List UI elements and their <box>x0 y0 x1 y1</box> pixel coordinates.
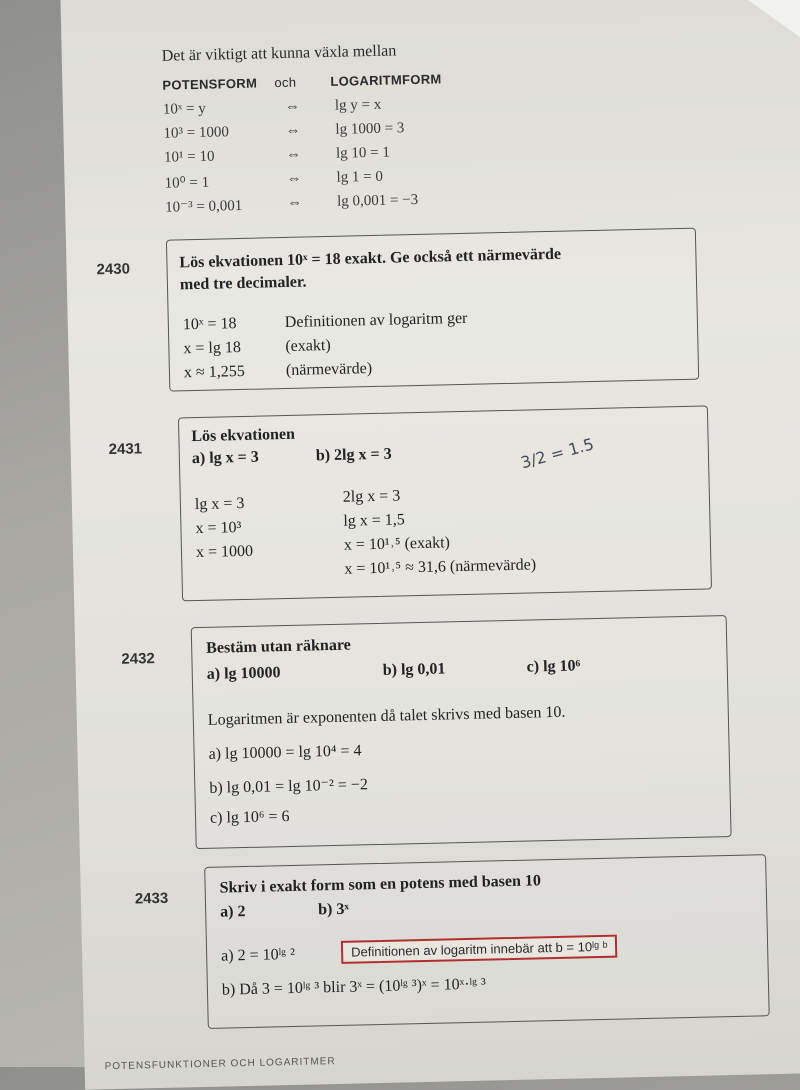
solution-b-line: 2lg x = 3 <box>342 487 401 506</box>
problem-number-2430: 2430 <box>96 260 131 279</box>
solution-b-line: x = 10¹˒⁵ ≈ 31,6 (närmevärde) <box>344 556 537 578</box>
solution-eq: 10ˣ = 18 <box>182 315 237 334</box>
equivalence-arrow: ⇔ <box>284 98 301 115</box>
problem-number-2432: 2432 <box>121 650 155 668</box>
answer-line: c) lg 10⁶ = 6 <box>209 808 290 827</box>
table-row-left: 10⁰ = 1 <box>164 174 210 192</box>
question-2430-line2: med tre decimaler. <box>179 273 307 294</box>
problem-box-2432 <box>191 615 732 849</box>
problem-box-2431 <box>178 405 712 601</box>
problem-box-2430 <box>166 228 699 392</box>
part-b-2431: b) 2lg x = 3 <box>315 445 392 465</box>
textbook-page <box>60 0 800 1090</box>
answer-a-2433: a) 2 = 10ˡᵍ ² <box>220 945 296 965</box>
table-row-left: 10¹ = 10 <box>163 148 215 166</box>
part-a-2433: a) 2 <box>219 903 246 921</box>
definition-box: Definitionen av logaritm innebär att b = 10ˡᵍ ᵇ <box>341 935 618 964</box>
solution-a-line: x = 1000 <box>195 542 254 562</box>
question-2432: Bestäm utan räknare <box>206 636 351 657</box>
solution-b-line: x = 10¹˒⁵ (exakt) <box>343 534 451 554</box>
part-c-2432: c) lg 10⁶ <box>526 657 581 676</box>
intro-text: Det är viktigt att kunna växla mellan <box>161 42 397 65</box>
handwritten-note: 3/2 = 1.5 <box>518 434 596 473</box>
question-2433: Skriv i exakt form som en potens med basen 10 <box>219 872 542 897</box>
table-row-right: lg y = x <box>334 96 382 114</box>
part-b-2432: b) lg 0,01 <box>382 660 446 679</box>
page-corner <box>700 0 800 55</box>
solution-b-line: lg x = 1,5 <box>343 511 405 530</box>
question-2431: Lös ekvationen <box>191 425 296 446</box>
table-row-right: lg 1000 = 3 <box>335 120 405 138</box>
answer-line: a) lg 10000 = lg 10⁴ = 4 <box>208 742 362 763</box>
table-row-left: 10³ = 1000 <box>163 124 230 142</box>
equivalence-arrow: ⇔ <box>286 170 302 187</box>
equivalence-arrow: ⇔ <box>285 146 302 163</box>
solution-note: (närmevärde) <box>285 360 373 379</box>
part-a-2432: a) lg 10000 <box>206 664 281 683</box>
problem-number-2431: 2431 <box>108 440 143 459</box>
equivalence-arrow: ⇔ <box>286 194 303 211</box>
header-logaritmform: LOGARITMFORM <box>330 71 442 89</box>
equivalence-arrow: ⇔ <box>285 122 301 139</box>
answer-b-2433: b) Då 3 = 10ˡᵍ ³ blir 3ˣ = (10ˡᵍ ³)ˣ = 10ˣ·ˡᵍ ³ <box>221 975 487 999</box>
table-row-right: lg 10 = 1 <box>335 144 391 162</box>
solution-eq: x ≈ 1,255 <box>183 362 245 382</box>
page-footer: POTENSFUNKTIONER OCH LOGARITMER <box>104 1056 336 1073</box>
solution-note: Definitionen av logaritm ger <box>284 309 468 331</box>
solution-a-line: lg x = 3 <box>194 494 245 514</box>
question-2430-line1: Lös ekvationen 10ˣ = 18 exakt. Ge också ett närmevärde <box>179 245 562 272</box>
solution-a-line: x = 10³ <box>195 519 242 538</box>
header-och: och <box>274 74 297 91</box>
header-potensform: POTENSFORM <box>162 75 258 93</box>
answer-line: b) lg 0,01 = lg 10⁻² = −2 <box>209 776 369 797</box>
part-b-2433: b) 3ˣ <box>317 900 350 919</box>
table-row-left: 10ˣ = y <box>162 100 206 118</box>
solution-note: (exakt) <box>285 336 331 355</box>
problem-number-2433: 2433 <box>134 889 169 908</box>
table-row-left: 10⁻³ = 0,001 <box>165 197 243 216</box>
part-a-2431: a) lg x = 3 <box>191 448 259 468</box>
table-row-right: lg 1 = 0 <box>336 168 384 186</box>
solution-eq: x = lg 18 <box>183 338 242 358</box>
table-row-right: lg 0,001 = −3 <box>336 191 419 210</box>
problem-box-2433 <box>204 854 770 1029</box>
explanation-2432: Logaritmen är exponenten då talet skrivs med basen 10. <box>207 703 566 729</box>
